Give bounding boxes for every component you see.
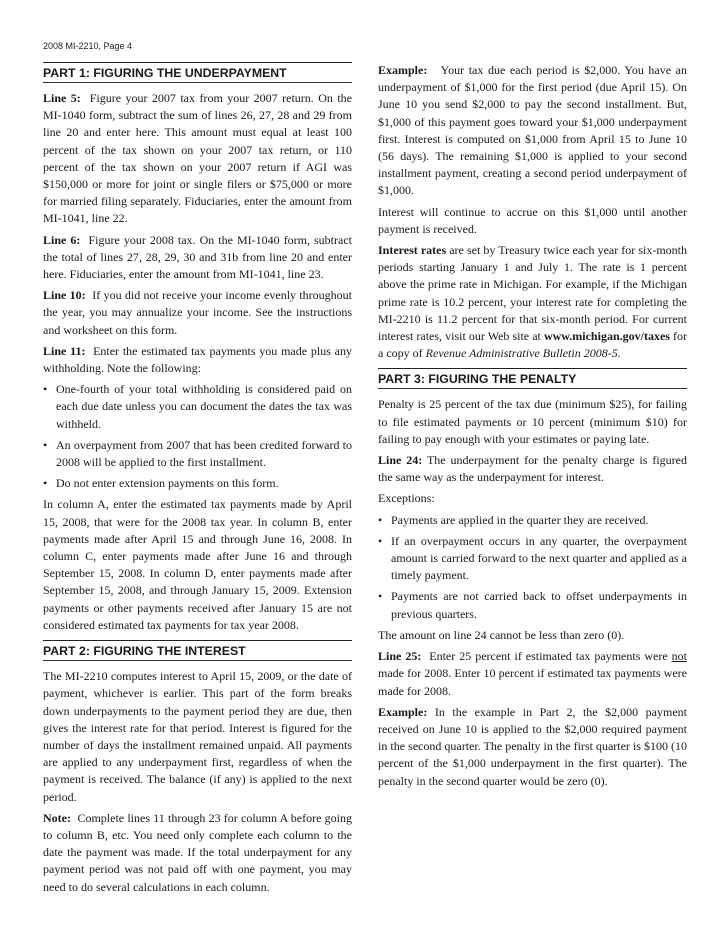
exceptions-label: Exceptions: <box>378 491 435 506</box>
note-label: Note: <box>43 810 71 825</box>
part2-example <box>378 62 687 200</box>
line11-paragraph <box>43 343 352 377</box>
list-item: • Do not enter extension payments on this form. <box>43 475 352 492</box>
line11-notes-list <box>43 381 352 492</box>
exceptions-list <box>378 512 687 623</box>
bullet-icon: • <box>43 476 48 491</box>
line10-label: Line 10: <box>43 288 86 303</box>
part3-heading: PART 3: FIGURING THE PENALTY <box>378 368 687 389</box>
interest-rates-text: are set by Treasury twice each year for six-month periods starting January 1 and July 1. The rate is 1 percent above the prime rate in Michigan. For example, if the Michigan prime rate is 10.2 percent, your interest rate for completing the MI-2210 is 11.2 percent for that six-month period. For current interest rates, visit our Web site at <box>378 243 688 344</box>
line5-text: Figure your 2007 tax from your 2007 return. On the MI-1040 form, subtract the sum of lines 26, 27, 28 and 29 from line 20 and enter here. This amount must equal at least 100 percent of the tax shown on your 2007 tax return, or 110 percent of the tax shown on your 2007 return if AGI was $150,000 or more for joint or single filers or $75,000 or more for married filing separately. Fiduciaries, enter the amount from MI-1041, line 22. <box>43 91 352 226</box>
left-column <box>43 62 352 900</box>
part2-heading: PART 2: FIGURING THE INTEREST <box>43 640 352 661</box>
line6-paragraph <box>43 232 352 284</box>
line11-label: Line 11: <box>43 343 86 358</box>
line25-paragraph: Line 25: Enter 25 percent if estimated tax payments were not made for 2008. Enter 10 percent if estimated tax payments were made for 2008. <box>378 649 687 698</box>
interest-rates-paragraph <box>378 242 687 362</box>
line10-text: If you did not receive your income evenly throughout the year, you may annualize your income. See the instructions and worksheet on this form. <box>43 288 353 337</box>
right-column <box>378 62 687 794</box>
line24-text: The underpayment for the penalty charge is figured the same way as the underpayment for interest. <box>378 453 687 485</box>
bullet-icon: • <box>43 382 48 397</box>
line5-paragraph <box>43 90 352 228</box>
example-text: In the example in Part 2, the $2,000 payment received on June 10 is applied to the $2,000 required payment in the second quarter. The penalty in the first quarter is $100 (10 percent of the $1,000 underpayment in the first quarter). The penalty in the second quarter would be zero (0). <box>378 704 688 788</box>
website-link[interactable]: www.michigan.gov/taxes <box>543 329 670 344</box>
line25-label: Line 25: <box>378 649 422 664</box>
list-item: • Payments are not carried back to offset underpayments in previous quarters. <box>378 589 687 621</box>
interest-rates-label: Interest rates <box>378 243 447 258</box>
amount-note: The amount on line 24 cannot be less than zero (0). <box>378 627 625 642</box>
line5-label: Line 5: <box>43 91 81 105</box>
columns-paragraph: In column A, enter the estimated tax payments made by April 15, 2008, that were for the 2008 tax year. In column B, enter payments made after April 15 and through June 16, 2008. In column C, enter payments made after June 16 and through September 15, 2008. In column D, enter payments made after September 15, 2008, and through January 15, 2009. Extension payments or other payments received after January 15 are not considered estimated tax payments for tax year 2008. <box>43 497 352 632</box>
page-header: 2008 MI-2210, Page 4 <box>43 41 133 51</box>
note-paragraph <box>43 810 352 896</box>
part3-intro: Penalty is 25 percent of the tax due (minimum $25), for failing to file estimated payments or 10 percent (minimum $10) for failing to pay enough with your estimates or paying late. <box>378 397 687 446</box>
note-text: Complete lines 11 through 23 for column A before going to column B, etc. You need only complete each column to the date the payment was made. If the total underpayment for any payment period was not paid off with one payment, you may need to do several calculations in each column. <box>43 810 353 894</box>
line11-text: Enter the estimated tax payments you made plus any withholding. Note the following: <box>43 343 353 376</box>
list-item: • An overpayment from 2007 that has been credited forward to 2008 will be applied to the first installment. <box>43 437 352 470</box>
not-emphasis: not <box>671 649 687 664</box>
example-label: Example: <box>378 63 428 77</box>
bullet-icon: • <box>43 437 48 452</box>
line10-paragraph <box>43 287 352 339</box>
part2-intro: The MI-2210 computes interest to April 15, 2009, or the date of payment, whichever is earlier. This part of the form breaks down underpayments to the payment period they are due, then gives the interest rate for that period. Interest is figured for the number of days the installment remained unpaid. All payments are applied to any underpayment first, regardless of when the payment is received. The balance (if any) is applied to the next period. <box>43 669 352 804</box>
line24-paragraph <box>378 452 687 486</box>
accrue-paragraph: Interest will continue to accrue on this $1,000 until another payment is received. <box>378 204 687 236</box>
part1-heading: PART 1: FIGURING THE UNDERPAYMENT <box>43 62 352 83</box>
line6-text: Figure your 2008 tax. On the MI-1040 form, subtract the total of lines 27, 28, 29, 30 and 31b from line 20 and enter here. Fiduciaries, enter the amount from MI-1041, line 23. <box>43 232 353 282</box>
list-item: • If an overpayment occurs in any quarter, the overpayment amount is carried forward to the next quarter and applied as a timely payment. <box>378 533 687 583</box>
interest-rates-text-2: for a copy of <box>378 329 688 361</box>
example-text: Your tax due each period is $2,000. You have an underpayment of $1,000 for the first period (due April 15). On June 10 you send $2,000 to pay the second installment. But, $1,000 of this payment goes toward your $1,000 underpayment first. Interest is computed on $1,000 from April 15 to June 10 (56 days). The remaining $1,000 is applied to your second installment payment, creating a second period underpayment of $1,000. <box>378 63 687 198</box>
bullet-icon: • <box>378 512 383 527</box>
list-item: • Payments are applied in the quarter they are received. <box>378 512 687 529</box>
part3-example <box>378 704 687 790</box>
list-item: • One-fourth of your total withholding is considered paid on each due date unless you can document the dates the tax was withheld. <box>43 382 352 431</box>
bulletin-title: Revenue Administrative Bulletin 2008-5. <box>425 346 621 361</box>
example-label: Example: <box>378 704 428 719</box>
bullet-icon: • <box>378 533 383 548</box>
bullet-icon: • <box>378 589 383 604</box>
line24-label: Line 24: <box>378 453 423 468</box>
line6-label: Line 6: <box>43 232 81 247</box>
